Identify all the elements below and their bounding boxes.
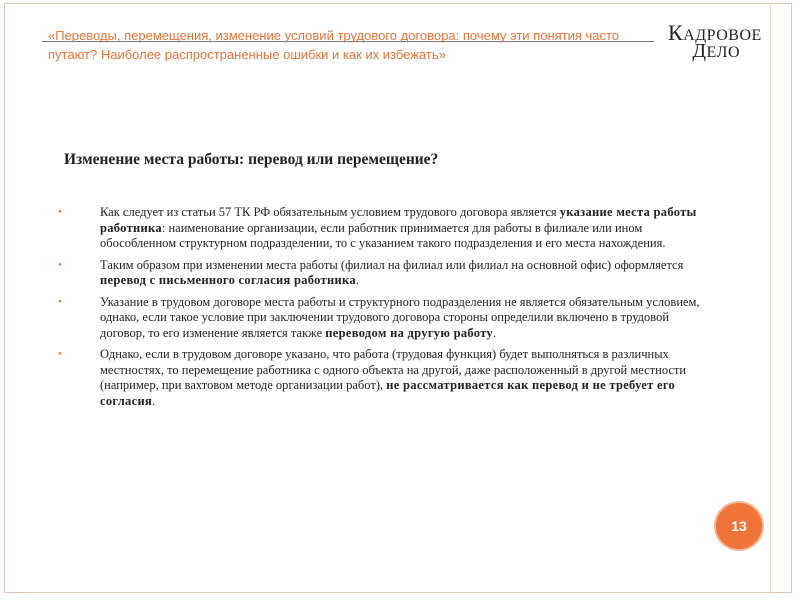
logo-line1: КАДРОВОЕ [668, 20, 762, 45]
bullet-text-lead: Однако, если в трудовом договоре указано, что работа (трудовая функция) будет выполняться в различных местностях, то перемещение работника с одного объекта на другой, даже расположенный в другой местности (например, при вахтовом методе организации работ), [100, 347, 687, 392]
page-number-badge: 13 [716, 503, 762, 549]
bullet-icon: • [58, 206, 62, 218]
bullet-text-lead: Таким образом при изменении места работы (филиал на филиал или филиал на основной офис) оформляется [100, 257, 684, 272]
bullet-text-bold: указание места работы работника [100, 205, 697, 235]
bullet-text-tail: . [493, 325, 497, 340]
header-title: «Переводы, перемещения, изменение условий трудового договора: почему эти понятия часто путают? Наиболее распространенные ошибки и как их избежать» [48, 28, 620, 62]
bullet-text-bold: переводом на другую работу [325, 325, 494, 340]
bullet-text-lead: Указание в трудовом договоре места работы и структурного подразделения не является обязательным условием, однако, если такое условие при заключении трудового договора стороны определили включено в трудовой договор, то его изменение является также [100, 294, 700, 340]
logo-line2: ДЕЛО [692, 40, 740, 62]
bullet-text-tail: . [355, 273, 359, 287]
bullet-text-lead: Как следует из статьи 57 ТК РФ обязательным условием трудового договора является [100, 205, 560, 219]
bullet-text-tail: . [152, 393, 156, 408]
bullet-icon: • [58, 348, 62, 360]
right-rule [770, 3, 771, 593]
bullet-item [58, 347, 708, 409]
bullet-text-bold: не рассматривается как перевод и не требует его согласия [100, 378, 676, 408]
section-title: Изменение места работы: перевод или перемещение? [64, 151, 439, 168]
bullet-item [58, 295, 708, 342]
bullet-item [58, 258, 708, 289]
logo-kadrovoe-delo [668, 20, 762, 62]
bullet-list [58, 205, 708, 415]
bullet-text-tail: : наименование организации, если работник принимается для работы в филиале или ином обособленном структурном подразделении, то с указанием такого подразделения и его места нахождения. [100, 220, 666, 250]
bullet-text-bold: перевод с письменного согласия работника [100, 273, 356, 287]
bullet-icon: • [58, 295, 62, 308]
bullet-item [58, 205, 708, 252]
bullet-icon: • [58, 258, 62, 271]
